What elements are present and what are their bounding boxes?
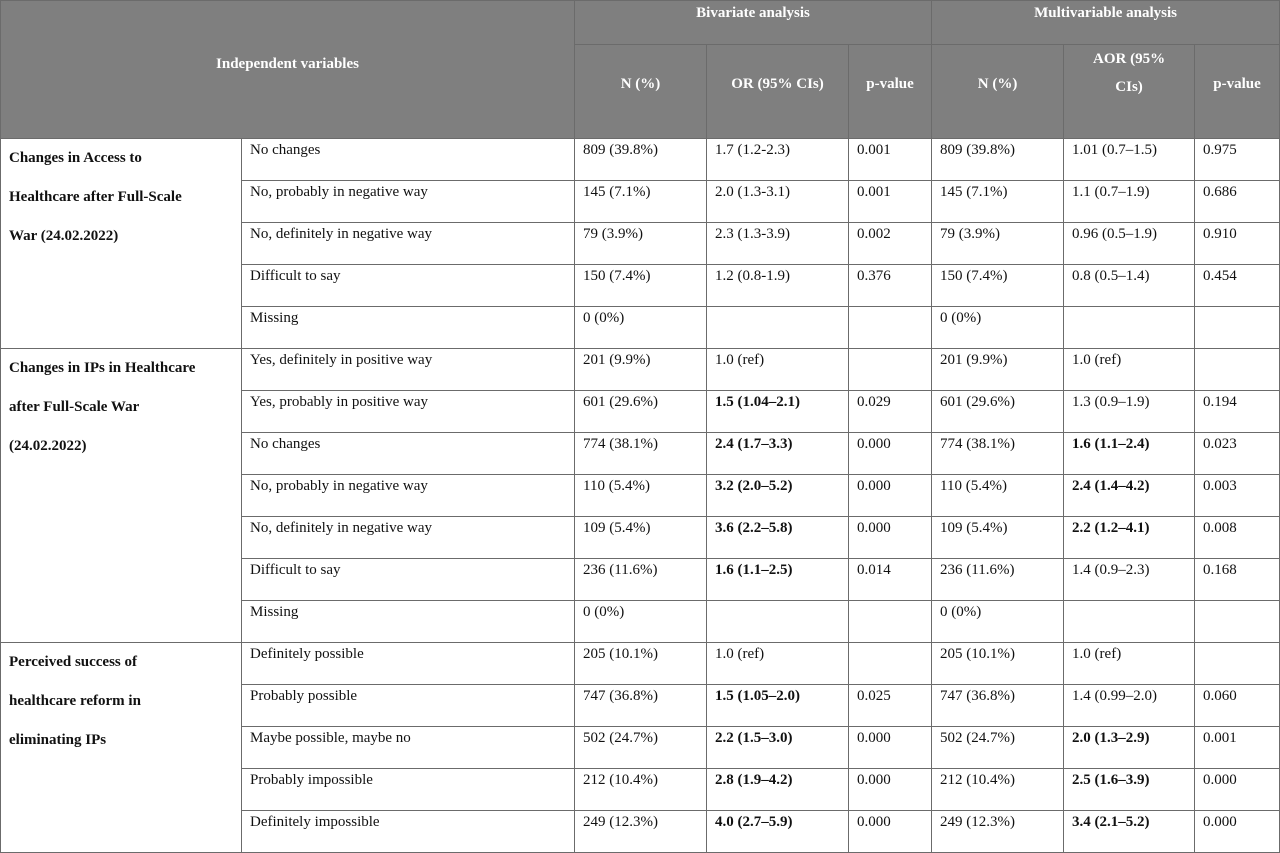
aor-ci-cell: 2.5 (1.6–3.9) [1064,769,1195,811]
variable-group-label-line: after Full-Scale War [9,399,140,415]
bivariate-n-cell: 109 (5.4%) [575,517,707,559]
aor-ci-cell: 1.4 (0.99–2.0) [1064,685,1195,727]
bivariate-n-cell: 774 (38.1%) [575,433,707,475]
multivariable-n-cell: 110 (5.4%) [932,475,1064,517]
multivariable-p-value-cell: 0.686 [1195,181,1280,223]
row-label: Yes, definitely in positive way [242,349,575,391]
or-ci-cell: 1.6 (1.1–2.5) [707,559,849,601]
multivariable-p-value-cell [1195,307,1280,349]
multivariable-n-cell: 79 (3.9%) [932,223,1064,265]
bivariate-p-value-header: p-value [849,45,932,139]
aor-ci-cell [1064,307,1195,349]
aor-ci-cell: 2.2 (1.2–4.1) [1064,517,1195,559]
variable-group-label [1,643,242,853]
variable-group-label [1,139,242,349]
multivariable-n-cell: 201 (9.9%) [932,349,1064,391]
variable-group-label [1,349,242,643]
aor-ci-cell: 1.0 (ref) [1064,349,1195,391]
row-label: No, probably in negative way [242,181,575,223]
variable-group-label-line: eliminating IPs [9,732,107,748]
aor-ci-cell: 1.1 (0.7–1.9) [1064,181,1195,223]
row-label: Definitely possible [242,643,575,685]
aor-ci-cell: 0.8 (0.5–1.4) [1064,265,1195,307]
multivariable-p-value-cell: 0.168 [1195,559,1280,601]
bivariate-p-value-cell [849,601,932,643]
row-label: Definitely impossible [242,811,575,853]
aor-header-line1: AOR (95% [1093,51,1166,67]
bivariate-n-cell: 809 (39.8%) [575,139,707,181]
multivariable-n-cell: 150 (7.4%) [932,265,1064,307]
aor-ci-cell: 2.0 (1.3–2.9) [1064,727,1195,769]
variable-group-label-line: (24.02.2022) [9,438,87,454]
multivariable-p-value-cell: 0.001 [1195,727,1280,769]
multivariable-n-cell: 774 (38.1%) [932,433,1064,475]
row-label: No changes [242,139,575,181]
variable-group-label-line: Changes in Access to [9,150,142,166]
variable-group-label-line: healthcare reform in [9,693,141,709]
bivariate-n-cell: 747 (36.8%) [575,685,707,727]
or-ci-cell: 4.0 (2.7–5.9) [707,811,849,853]
or-ci-cell: 2.2 (1.5–3.0) [707,727,849,769]
table-row [1,139,1280,181]
bivariate-n-cell: 601 (29.6%) [575,391,707,433]
multivariable-n-cell: 249 (12.3%) [932,811,1064,853]
row-label: No changes [242,433,575,475]
table-body [1,139,1280,853]
or-ci-cell: 2.0 (1.3-3.1) [707,181,849,223]
aor-ci-cell: 0.96 (0.5–1.9) [1064,223,1195,265]
multivariable-p-value-cell: 0.000 [1195,811,1280,853]
bivariate-n-cell: 145 (7.1%) [575,181,707,223]
multivariable-n-cell: 0 (0%) [932,307,1064,349]
bivariate-p-value-cell: 0.000 [849,727,932,769]
or-ci-cell: 1.0 (ref) [707,349,849,391]
variable-group-label-line: Perceived success of [9,654,138,670]
bivariate-p-value-cell: 0.000 [849,475,932,517]
multivariable-p-value-cell [1195,601,1280,643]
table-header [1,1,1280,139]
or-ci-cell: 1.5 (1.05–2.0) [707,685,849,727]
bivariate-analysis-header: Bivariate analysis [575,1,932,45]
bivariate-n-cell: 110 (5.4%) [575,475,707,517]
bivariate-n-cell: 0 (0%) [575,307,707,349]
multivariable-p-value-cell: 0.023 [1195,433,1280,475]
table-row [1,643,1280,685]
multivariable-n-cell: 809 (39.8%) [932,139,1064,181]
multivariable-n-cell: 747 (36.8%) [932,685,1064,727]
or-ci-cell: 3.6 (2.2–5.8) [707,517,849,559]
multivariable-n-cell: 212 (10.4%) [932,769,1064,811]
bivariate-p-value-cell: 0.376 [849,265,932,307]
bivariate-n-cell: 201 (9.9%) [575,349,707,391]
or-ci-cell: 2.4 (1.7–3.3) [707,433,849,475]
bivariate-n-cell: 212 (10.4%) [575,769,707,811]
or-ci-cell: 1.5 (1.04–2.1) [707,391,849,433]
row-label: Difficult to say [242,265,575,307]
row-label: No, definitely in negative way [242,517,575,559]
multivariable-n-cell: 109 (5.4%) [932,517,1064,559]
row-label: No, probably in negative way [242,475,575,517]
row-label: Probably impossible [242,769,575,811]
bivariate-n-header: N (%) [575,45,707,139]
multivariable-analysis-header: Multivariable analysis [932,1,1280,45]
bivariate-p-value-cell [849,307,932,349]
multivariable-p-value-cell: 0.454 [1195,265,1280,307]
variable-group-label-line: War (24.02.2022) [9,228,119,244]
multivariable-n-cell: 145 (7.1%) [932,181,1064,223]
multivariable-p-value-cell: 0.194 [1195,391,1280,433]
or-ci-cell: 1.2 (0.8-1.9) [707,265,849,307]
aor-ci-cell: 1.4 (0.9–2.3) [1064,559,1195,601]
multivariable-n-cell: 502 (24.7%) [932,727,1064,769]
multivariable-n-cell: 601 (29.6%) [932,391,1064,433]
bivariate-n-cell: 236 (11.6%) [575,559,707,601]
bivariate-n-cell: 150 (7.4%) [575,265,707,307]
bivariate-n-cell: 79 (3.9%) [575,223,707,265]
bivariate-p-value-cell: 0.025 [849,685,932,727]
row-label: Maybe possible, maybe no [242,727,575,769]
aor-header-line2: CIs) [1115,79,1143,95]
row-label: No, definitely in negative way [242,223,575,265]
or-ci-header: OR (95% CIs) [707,45,849,139]
bivariate-n-cell: 0 (0%) [575,601,707,643]
bivariate-n-cell: 205 (10.1%) [575,643,707,685]
row-label: Missing [242,601,575,643]
multivariable-n-cell: 205 (10.1%) [932,643,1064,685]
bivariate-p-value-cell: 0.029 [849,391,932,433]
or-ci-cell: 2.8 (1.9–4.2) [707,769,849,811]
or-ci-cell: 3.2 (2.0–5.2) [707,475,849,517]
multivariable-p-value-cell: 0.000 [1195,769,1280,811]
multivariable-n-cell: 236 (11.6%) [932,559,1064,601]
bivariate-p-value-cell: 0.002 [849,223,932,265]
aor-ci-cell: 2.4 (1.4–4.2) [1064,475,1195,517]
table-row [1,349,1280,391]
aor-ci-cell [1064,601,1195,643]
or-ci-cell: 2.3 (1.3-3.9) [707,223,849,265]
bivariate-p-value-cell: 0.001 [849,139,932,181]
row-label: Probably possible [242,685,575,727]
variable-group-label-line: Changes in IPs in Healthcare [9,360,196,376]
or-ci-cell [707,307,849,349]
aor-ci-cell: 3.4 (2.1–5.2) [1064,811,1195,853]
multivariable-p-value-cell: 0.003 [1195,475,1280,517]
or-ci-cell: 1.7 (1.2-2.3) [707,139,849,181]
bivariate-p-value-cell: 0.000 [849,811,932,853]
multivariable-p-value-cell [1195,349,1280,391]
aor-ci-header [1064,45,1195,139]
aor-ci-cell: 1.01 (0.7–1.5) [1064,139,1195,181]
multivariable-p-value-cell: 0.975 [1195,139,1280,181]
multivariable-p-value-cell: 0.060 [1195,685,1280,727]
bivariate-n-cell: 249 (12.3%) [575,811,707,853]
multivariable-p-value-cell: 0.910 [1195,223,1280,265]
multivariable-n-header: N (%) [932,45,1064,139]
bivariate-p-value-cell [849,643,932,685]
aor-ci-cell: 1.6 (1.1–2.4) [1064,433,1195,475]
bivariate-p-value-cell: 0.000 [849,517,932,559]
multivariable-p-value-header: p-value [1195,45,1280,139]
or-ci-cell [707,601,849,643]
variable-group-label-line: Healthcare after Full-Scale [9,189,182,205]
or-ci-cell: 1.0 (ref) [707,643,849,685]
bivariate-p-value-cell: 0.001 [849,181,932,223]
independent-variables-header: Independent variables [1,1,575,139]
row-label: Yes, probably in positive way [242,391,575,433]
aor-ci-cell: 1.3 (0.9–1.9) [1064,391,1195,433]
bivariate-p-value-cell: 0.000 [849,433,932,475]
multivariable-p-value-cell: 0.008 [1195,517,1280,559]
multivariable-n-cell: 0 (0%) [932,601,1064,643]
bivariate-n-cell: 502 (24.7%) [575,727,707,769]
aor-ci-cell: 1.0 (ref) [1064,643,1195,685]
multivariable-p-value-cell [1195,643,1280,685]
row-label: Missing [242,307,575,349]
row-label: Difficult to say [242,559,575,601]
bivariate-p-value-cell [849,349,932,391]
bivariate-p-value-cell: 0.000 [849,769,932,811]
bivariate-p-value-cell: 0.014 [849,559,932,601]
